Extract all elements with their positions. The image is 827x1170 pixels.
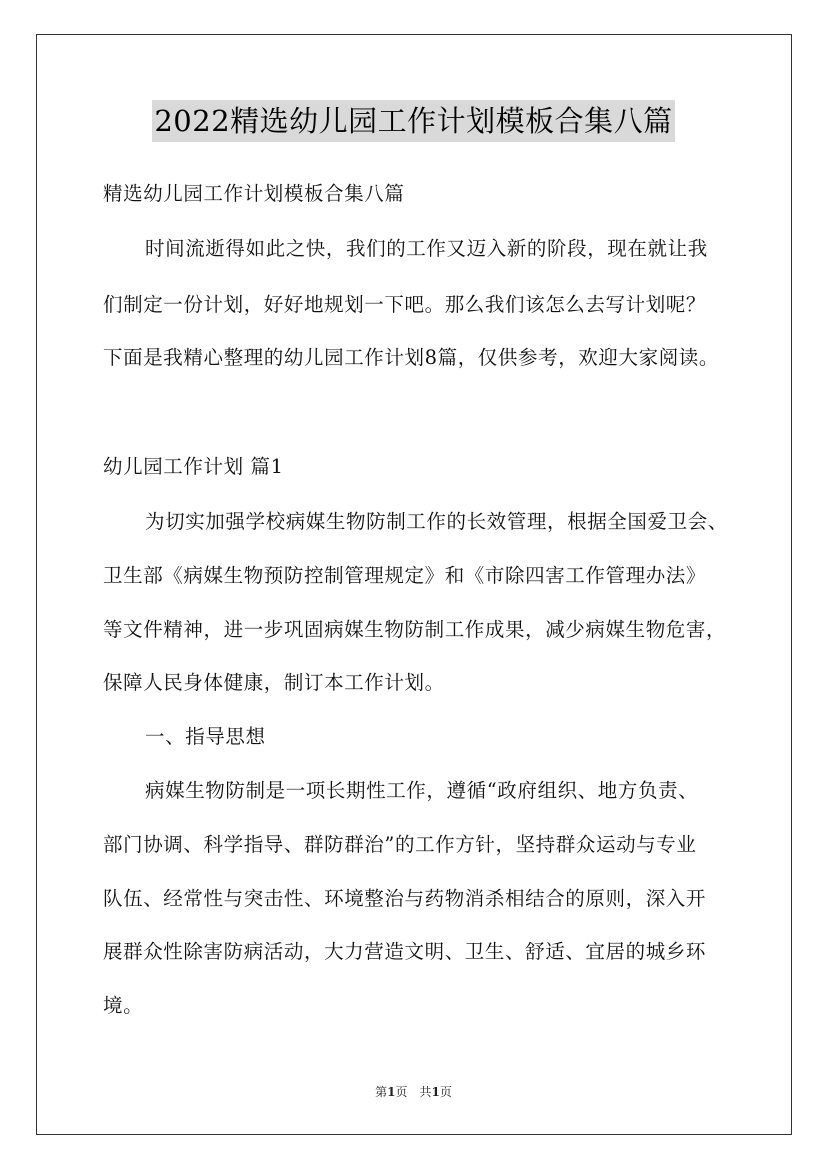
para2-line-1: 病媒生物防制是一项长期性工作，遵循“政府组织、地方负责、 [145, 779, 699, 802]
title-wrap [0, 100, 827, 142]
para1-line-2: 卫生部《病媒生物预防控制管理规定》和《市除四害工作管理办法》 [103, 564, 707, 587]
footer-suffix: 页 [439, 1085, 452, 1099]
footer-total-pages: 1 [431, 1085, 440, 1099]
para2-line-5: 境。 [103, 994, 144, 1017]
para2-line-3: 队伍、经常性与突击性、环境整治与药物消杀相结合的原则，深入开 [103, 887, 707, 910]
section-heading: 幼儿园工作计划 篇1 [103, 455, 284, 478]
para2-line-2: 部门协调、科学指导、群防群治”的工作方针，坚持群众运动与专业 [103, 833, 697, 856]
para1-line-3: 等文件精神，进一步巩固病媒生物防制工作成果，减少病媒生物危害， [103, 618, 727, 641]
para2-line-4: 展群众性除害防病活动，大力营造文明、卫生、舒适、宜居的城乡环 [103, 940, 707, 963]
para1-line-4: 保障人民身体健康，制订本工作计划。 [103, 671, 445, 694]
footer-page-number: 1 [387, 1085, 396, 1099]
footer-prefix: 第 [375, 1085, 388, 1099]
sub-heading-guiding-thought: 一、指导思想 [145, 725, 266, 748]
intro-line-2: 们制定一份计划，好好地规划一下吧。那么我们该怎么去写计划呢？ [103, 293, 707, 316]
subtitle: 精选幼儿园工作计划模板合集八篇 [103, 182, 405, 205]
para1-line-1: 为切实加强学校病媒生物防制工作的长效管理，根据全国爱卫会、 [145, 510, 728, 533]
document-title: 2022精选幼儿园工作计划模板合集八篇 [152, 100, 674, 142]
page-footer [0, 1083, 827, 1100]
intro-line-1: 时间流逝得如此之快，我们的工作又迈入新的阶段，现在就让我 [145, 237, 708, 260]
intro-line-3: 下面是我精心整理的幼儿园工作计划8篇，仅供参考，欢迎大家阅读。 [103, 346, 720, 369]
footer-mid: 页 共 [395, 1085, 432, 1099]
